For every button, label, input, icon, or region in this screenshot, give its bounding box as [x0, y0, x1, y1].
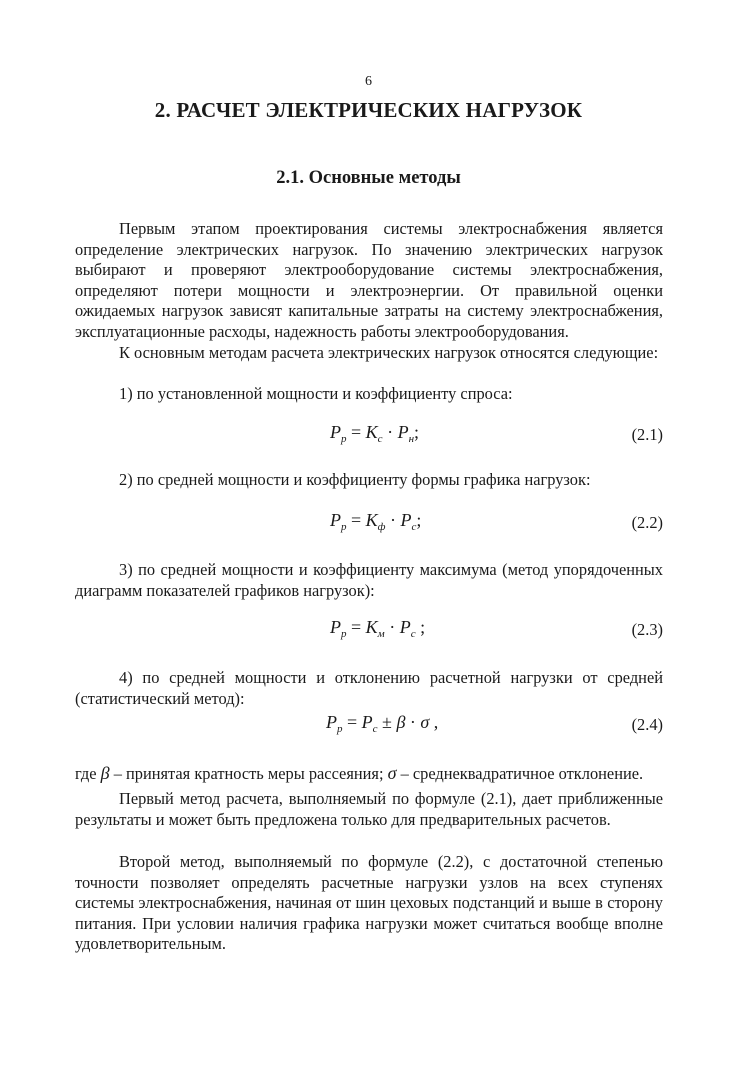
method-item-2: 2) по средней мощности и коэффициенту формы графика нагрузок: — [119, 470, 591, 489]
method-item-4: 4) по средней мощности и отклонению расчетной нагрузки от средней (статистический метод): — [75, 668, 663, 708]
formula-2-2: $P_p = K_ф \cdot P_c$; — [330, 510, 422, 533]
method-item-3: 3) по средней мощности и коэффициенту максимума (метод упорядоченных диаграмм показателей графиков нагрузок): — [75, 560, 663, 600]
formula-note: где β – принятая кратность меры рассеяния; σ – среднеквадратичное отклонение. — [75, 763, 644, 783]
equation-number-2-2: (2.2) — [631, 513, 663, 532]
equation-number-2-4: (2.4) — [631, 715, 663, 734]
formula-2-1: $P_p = K_c \cdot P_н$; — [330, 422, 420, 445]
paragraph-first-method: Первый метод расчета, выполняемый по формуле (2.1), дает приближенные результаты и может быть предложена только для предварительных расчетов. — [75, 789, 663, 829]
equation-number-2-1: (2.1) — [631, 425, 663, 444]
equation-number-2-3: (2.3) — [631, 620, 663, 639]
formula-2-3: $P_p = K_м \cdot P_c$ ; — [330, 617, 426, 640]
formula-2-4: $P_p = P_c \pm \beta \cdot \sigma$ , — [326, 712, 439, 735]
paragraph-second-method: Второй метод, выполняемый по формуле (2.2), с достаточной степенью точности позволяет определять расчетные нагрузки узлов на всех ступенях системы электроснабжения, начиная от шин цеховых подстанций и выше в сторону питания. При условии наличия графика нагрузки может считаться вообще вполне удовлетворительным. — [75, 852, 663, 954]
page-number: 6 — [365, 74, 372, 89]
chapter-title: 2. РАСЧЕТ ЭЛЕКТРИЧЕСКИХ НАГРУЗОК — [154, 98, 583, 122]
paragraph-methods-list-intro: К основным методам расчета электрических нагрузок относятся следующие: — [119, 343, 659, 362]
method-item-1: 1) по установленной мощности и коэффициенту спроса: — [119, 384, 513, 403]
section-title: 2.1. Основные методы — [276, 168, 461, 188]
paragraph-intro: Первым этапом проектирования системы электроснабжения является определение электрических нагрузок. По значению электрических нагрузок выбирают и проверяют электрооборудование системы электроснабжения, определяют потери мощности и электроэнергии. От правильной оценки ожидаемых нагрузок зависят капитальные затраты на систему электроснабжения, эксплуатационные расходы, надежность работы электрооборудования. — [75, 219, 663, 341]
